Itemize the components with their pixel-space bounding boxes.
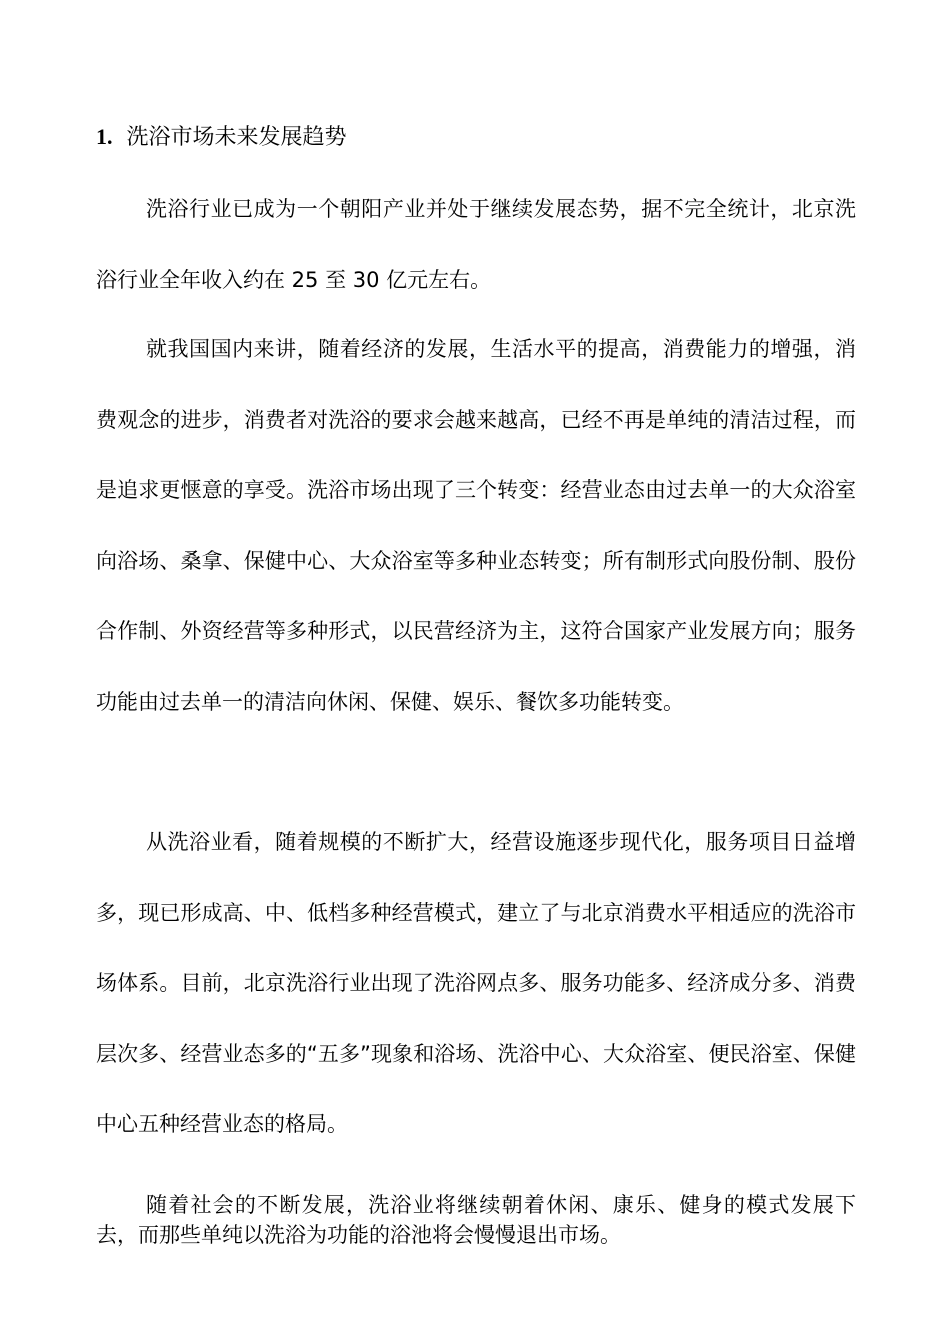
section-heading: [96, 122, 347, 153]
section-number: 1.: [96, 124, 113, 149]
paragraph-market-transformation: 就我国国内来讲，随着经济的发展，生活水平的提高，消费能力的增强，消费观念的进步，消费者对洗浴的要求会越来越高，已经不再是单纯的清洁过程，而是追求更惬意的享受。洗浴市场出现了三个转变：经营业态由过去单一的大众浴室向浴场、桑拿、保健中心、大众浴室等多种业态转变；所有制形式向股份制、股份合作制、外资经营等多种形式，以民营经济为主，这符合国家产业发展方向；服务功能由过去单一的清洁向休闲、保健、娱乐、餐饮多功能转变。: [96, 337, 856, 714]
paragraph-industry-revenue: 洗浴行业已成为一个朝阳产业并处于继续发展态势，据不完全统计，北京洗浴行业全年收入约在 25 至 30 亿元左右。: [96, 197, 856, 292]
paragraph-market-system: 从洗浴业看，随着规模的不断扩大，经营设施逐步现代化，服务项目日益增多，现已形成高、中、低档多种经营模式，建立了与北京消费水平相适应的洗浴市场体系。目前，北京洗浴行业出现了洗浴网点多、服务功能多、经济成分多、消费层次多、经营业态多的“五多”现象和浴场、洗浴中心、大众浴室、便民浴室、保健中心五种经营业态的格局。: [96, 830, 856, 1136]
paragraph-future-outlook: 随着社会的不断发展，洗浴业将继续朝着休闲、康乐、健身的模式发展下去，而那些单纯以洗浴为功能的浴池将会慢慢退出市场。: [96, 1193, 856, 1247]
section-title: 洗浴市场未来发展趋势: [126, 125, 347, 150]
